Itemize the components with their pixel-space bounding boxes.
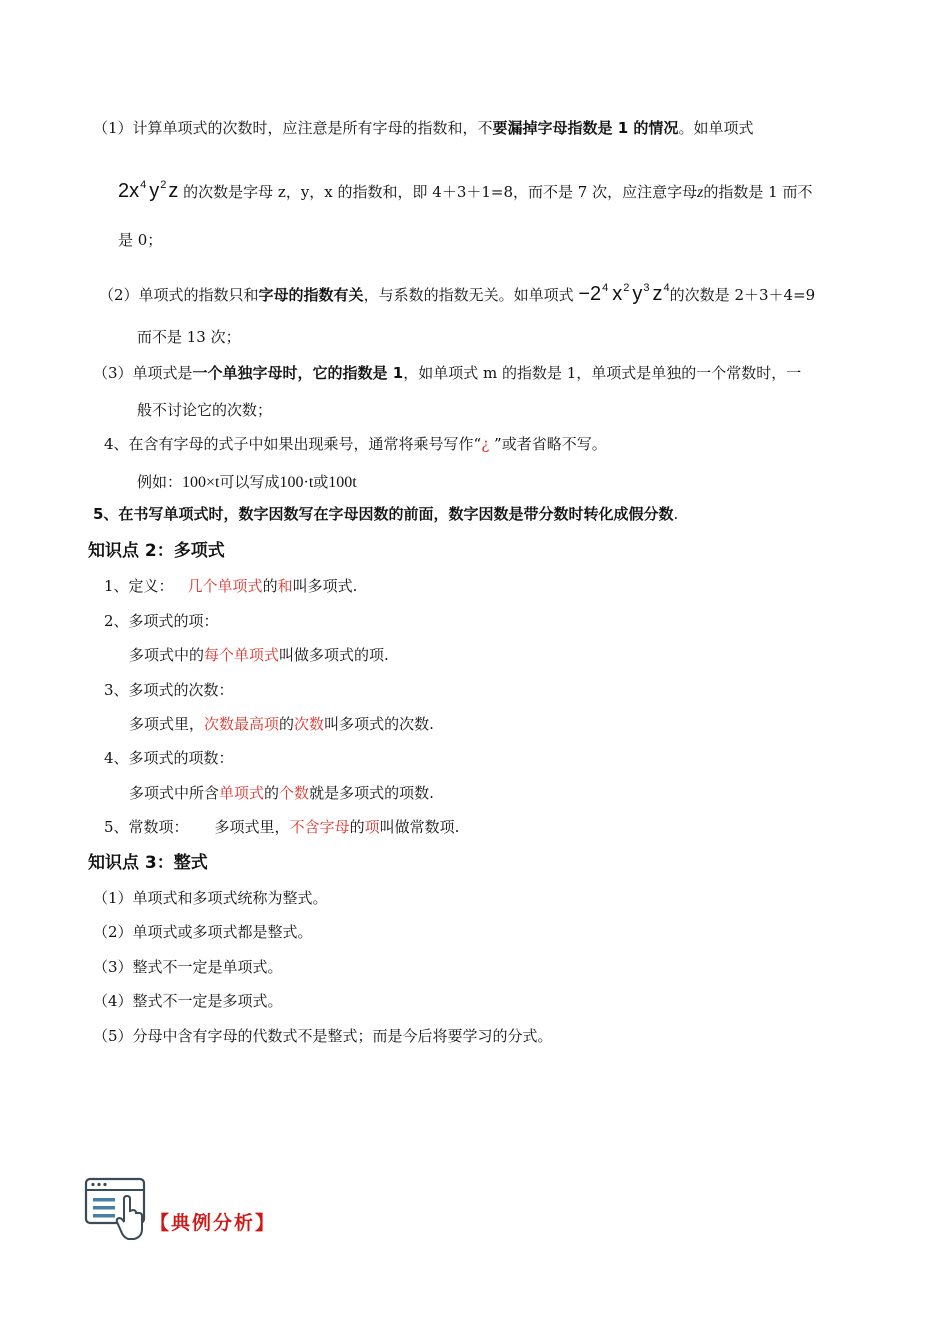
poly-count-text: 多项式中所含单项式的个数就是多项式的项数. (129, 784, 434, 802)
monomial-2: $-2^4$ $x^2$ $y^3$ $z^4$ (578, 282, 670, 305)
rule1-line1: （1）计算单项式的次数时，应注意是所有字母的指数和，不要漏掉字母指数是 1 的情况。如单项式 (93, 119, 754, 137)
rule2-line1: （2）单项式的指数只和字母的指数有关，与系数的指数无关。如单项式 $-2^4$ $x^2$ $y^3$ $z^4$的次数是 2＋3＋4=9 (99, 282, 816, 305)
rule5: 5、在书写单项式时，数字因数写在字母因数的前面，数字因数是带分数时转化成假分数. (93, 505, 679, 523)
rule4-example: 例如：100×t可以写成100·t或100t (137, 473, 357, 491)
poly-term-label: 2、多项式的项： (104, 612, 219, 630)
multiply-dot-glyph: ¿ (481, 435, 490, 453)
rule1-line3: 是 0； (118, 231, 163, 249)
section3-heading: 知识点 3：整式 (88, 853, 208, 873)
list-item: （2）单项式或多项式都是整式。 (93, 923, 313, 941)
rule3-line1: （3）单项式是一个单独字母时，它的指数是 1，如单项式 m 的指数是 1，单项式是单独的一个常数时，一 (93, 364, 802, 382)
rule2-bold: 字母的指数有关 (258, 286, 364, 304)
example-expr-2: 100·t (279, 474, 314, 491)
poly-constant-term: 5、常数项： 多项式里，不含字母的项叫做常数项. (104, 818, 460, 836)
example-analysis-icon (84, 1177, 150, 1243)
rule1-bold: 要漏掉字母指数是 1 的情况 (492, 119, 679, 137)
list-item: （5）分母中含有字母的代数式不是整式；而是今后将要学习的分式。 (93, 1027, 553, 1045)
poly-term-text: 多项式中的每个单项式叫做多项式的项. (129, 646, 389, 664)
rule3-bold: 一个单独字母时，它的指数是 1 (192, 364, 404, 382)
poly-definition: 1、定义： 几个单项式的和叫多项式. (104, 577, 358, 595)
browser-click-icon (84, 1177, 150, 1243)
section2-heading: 知识点 2：多项式 (88, 541, 225, 561)
rule1-line2: $2x^4$ $y^2$ z 的次数是字母 z，y，x 的指数和，即 4＋3＋1=8，而不是 7 次，应注意字母z的指数是 1 而不 (118, 179, 813, 202)
list-item: （1）单项式和多项式统称为整式。 (93, 889, 328, 907)
example-expr-3: 100t (328, 474, 357, 491)
rule4-line1: 4、在含有字母的式子中如果出现乘号，通常将乘号写作“¿ ”或者省略不写。 (104, 435, 607, 453)
example-expr-1: 100×t (182, 474, 220, 491)
rule2-line2: 而不是 13 次； (137, 328, 241, 346)
poly-count-label: 4、多项式的项数： (104, 749, 234, 767)
poly-degree-text: 多项式里，次数最高项的次数叫多项式的次数. (129, 715, 434, 733)
rule3-line2: 般不讨论它的次数； (137, 401, 273, 419)
monomial-1: $2x^4$ $y^2$ z (118, 179, 179, 202)
example-analysis-banner: 【典例分析】 (150, 1212, 277, 1234)
list-item: （3）整式不一定是单项式。 (93, 958, 283, 976)
poly-degree-label: 3、多项式的次数： (104, 681, 234, 699)
list-item: （4）整式不一定是多项式。 (93, 992, 283, 1010)
